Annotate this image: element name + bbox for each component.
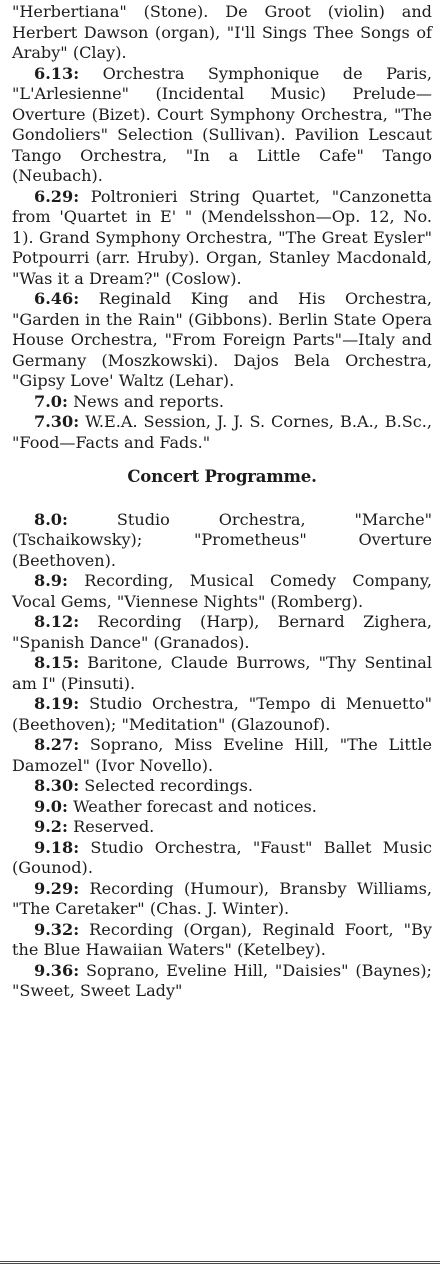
bottom-rule — [0, 1258, 440, 1264]
entry-time: 9.0: — [34, 796, 68, 816]
program-entry — [12, 694, 432, 735]
entry-time: 9.2: — [34, 817, 68, 836]
entry-time: 9.36: — [34, 960, 80, 980]
program-entry — [12, 838, 432, 879]
entry-text: Studio Orchestra, "Tempo di Menuetto" (Beethoven); "Meditation" (Glazounof). — [12, 694, 433, 734]
entry-time: 8.30: — [34, 776, 80, 795]
entry-text: Soprano, Eveline Hill, "Daisies" (Baynes); "Sweet, Sweet Lady" — [12, 960, 432, 1000]
entry-text: Reginald King and His Orchestra, "Garden in the Rain" (Gibbons). Berlin State Opera House Orchestra, "From Foreign Parts"—Italy and Germany (Moszkowski). Dajos Bela Orchestra, "Gipsy Love' Waltz (Lehar). — [12, 289, 432, 390]
program-entry — [12, 64, 432, 187]
entry-text: Soprano, Miss Eveline Hill, "The Little Damozel" (Ivor Novello). — [12, 735, 432, 775]
entry-text: Recording, Musical Comedy Company, Vocal Gems, "Viennese Nights" (Romberg). — [12, 571, 432, 611]
entry-text: Recording (Humour), Bransby Williams, "The Caretaker" (Chas. J. Winter). — [12, 878, 432, 918]
program-entry — [12, 510, 432, 572]
program-entry — [12, 920, 432, 961]
program-entry — [12, 412, 432, 453]
entry-time: 9.18: — [34, 837, 80, 857]
entry-text: Studio Orchestra, "Marche" (Tschaikowsky); "Prometheus" Overture (Beethoven). — [12, 509, 432, 570]
program-entry — [12, 187, 432, 290]
entry-time: 6.29: — [34, 186, 80, 206]
entry-time: 8.12: — [34, 612, 80, 631]
program-entry — [12, 571, 432, 612]
entry-text: Recording (Harp), Bernard Zighera, "Spanish Dance" (Granados). — [12, 612, 432, 652]
entry-text: Selected recordings. — [84, 776, 254, 795]
section-heading: Concert Programme. — [127, 467, 317, 486]
entry-text: Studio Orchestra, "Faust" Ballet Music (Gounod). — [12, 837, 432, 877]
program-entry — [12, 735, 432, 776]
entry-time: 6.46: — [34, 289, 80, 308]
entry-time: 7.0: — [34, 391, 68, 411]
entry-text: Recording (Organ), Reginald Foort, "By the Blue Hawaiian Waters" (Ketelbey). — [12, 919, 432, 959]
entry-time: 7.30: — [34, 412, 80, 431]
entry-text: Reserved. — [73, 817, 155, 836]
entry-text: News and reports. — [73, 391, 224, 411]
entry-time: 8.27: — [34, 735, 80, 754]
entry-text: Orchestra Symphonique de Paris, "L'Arlesienne" (Incidental Music) Prelude—Overture (Bizet). Court Symphony Orchestra, "The Gondoliers" Selection (Sullivan). Pavilion Lescaut Tango Orchestra, "In a Little Cafe" Tango (Neubach). — [12, 63, 432, 185]
entry-time: 6.13: — [34, 63, 80, 83]
entry-time: 9.32: — [34, 919, 80, 939]
entry-time: 8.9: — [34, 571, 68, 590]
entry-time: 9.29: — [34, 878, 80, 898]
entry-text: Poltronieri String Quartet, "Canzonetta from 'Quartet in E' " (Mendelsshon—Op. 12, No. 1). Grand Symphony Orchestra, "The Great Eysler" Potpourri (arr. Hruby). Organ, Stanley Macdonald, "Was it a Dream?" (Coslow). — [12, 186, 432, 288]
program-entry — [12, 879, 432, 920]
entry-time: 8.15: — [34, 653, 80, 672]
entry-time: 8.19: — [34, 694, 80, 713]
entry-text: Weather forecast and notices. — [73, 796, 317, 816]
intro-paragraph — [12, 2, 432, 64]
entry-text: Baritone, Claude Burrows, "Thy Sentinal am I" (Pinsuti). — [12, 653, 432, 693]
program-entry — [12, 776, 432, 797]
program-entry — [12, 653, 432, 694]
entry-time: 8.0: — [34, 509, 68, 529]
intro-text: "Herbertiana" (Stone). De Groot (violin) and Herbert Dawson (organ), "I'll Sings Thee Songs of Araby" (Clay). — [12, 2, 432, 62]
program-entry — [12, 797, 432, 818]
program-entry — [12, 392, 432, 413]
program-entry — [12, 289, 432, 392]
program-entry — [12, 961, 432, 1002]
program-entry — [12, 817, 432, 838]
entry-text: W.E.A. Session, J. J. S. Cornes, B.A., B.Sc., "Food—Facts and Fads." — [12, 412, 432, 452]
program-entry — [12, 612, 432, 653]
